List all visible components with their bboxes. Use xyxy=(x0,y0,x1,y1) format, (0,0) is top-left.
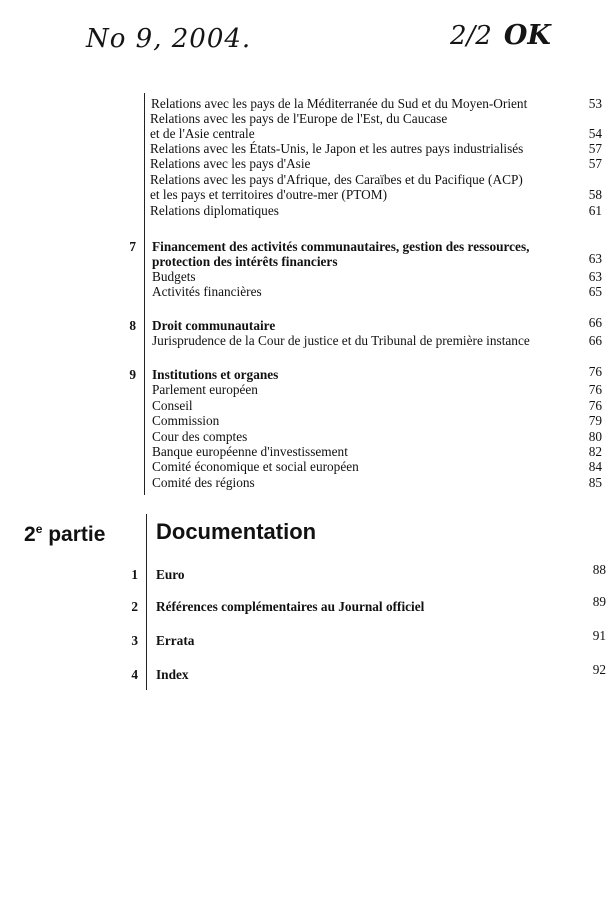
section-title xyxy=(0,239,616,255)
part-ordinal-suffix: e xyxy=(35,522,43,536)
toc-entry-page: 85 xyxy=(588,475,602,490)
toc-entry-text: Banque européenne d'investissement xyxy=(152,444,348,459)
doc-entry-text: Errata xyxy=(156,633,195,648)
section-title xyxy=(0,251,616,270)
toc-entry-page: 79 xyxy=(588,413,602,428)
toc-entry-text: Relations avec les pays de l'Europe de l'Est, du Caucase xyxy=(150,111,448,126)
doc-entry xyxy=(0,594,616,616)
toc-entry-text: Conseil xyxy=(152,398,193,413)
doc-entry-text: Index xyxy=(156,667,189,682)
toc-entry-page: 54 xyxy=(588,126,602,141)
toc-entry-page: 57 xyxy=(588,156,602,171)
toc-entry-page: 80 xyxy=(588,429,602,444)
toc-entry xyxy=(0,284,616,300)
section-number: 8 xyxy=(129,318,136,333)
toc-entry xyxy=(0,111,616,127)
section-number: 9 xyxy=(129,367,136,382)
doc-entry-page: 92 xyxy=(592,662,606,677)
section-title-line1: Financement des activités communautaires, gestion des ressources, xyxy=(152,239,530,254)
handwritten-fraction: 2/2 xyxy=(450,21,492,51)
toc-entry-text: Relations avec les pays d'Asie xyxy=(150,156,311,171)
toc-entry xyxy=(0,382,616,398)
part-label xyxy=(24,522,105,547)
toc-entry-page: 63 xyxy=(588,269,602,284)
toc-entry xyxy=(0,203,616,219)
section-number: 7 xyxy=(129,239,136,254)
toc-entry-text: Relations avec les pays d'Afrique, des Caraïbes et du Pacifique (ACP) xyxy=(150,172,523,187)
toc-entry xyxy=(0,172,616,188)
toc-entry-text: Relations diplomatiques xyxy=(150,203,279,218)
toc-entry-text: Jurisprudence de la Cour de justice et du Tribunal de première instance xyxy=(152,333,530,348)
toc-entry-text: et les pays et territoires d'outre-mer (PTOM) xyxy=(150,187,387,202)
toc-entry-page: 76 xyxy=(588,398,602,413)
handwritten-ok: OK xyxy=(503,20,551,51)
toc-entry xyxy=(0,413,616,429)
section-title xyxy=(0,315,616,334)
section-title xyxy=(0,364,616,383)
toc-entry xyxy=(0,333,616,349)
doc-entry xyxy=(0,562,616,584)
doc-entry-number: 4 xyxy=(131,667,138,682)
toc-entry-text: Comité des régions xyxy=(152,475,255,490)
handwritten-page-note xyxy=(450,20,551,51)
doc-entry-page: 88 xyxy=(592,562,606,577)
toc-entry-page: 58 xyxy=(588,187,602,202)
toc-entry xyxy=(0,126,616,142)
toc-entry xyxy=(0,429,616,445)
part-title: Documentation xyxy=(156,519,317,544)
toc-entry-page: 84 xyxy=(588,459,602,474)
toc-entry-page: 66 xyxy=(588,333,602,348)
section-title-page: 66 xyxy=(588,315,602,330)
handwritten-issue-note: No 9, 2004. xyxy=(86,24,252,54)
toc-entry xyxy=(0,96,616,112)
toc-entry-text: Relations avec les États-Unis, le Japon et les autres pays industrialisés xyxy=(150,141,524,156)
section-title-text: Institutions et organes xyxy=(152,367,279,382)
toc-entry xyxy=(0,269,616,285)
doc-entry-number: 2 xyxy=(131,599,138,614)
doc-entry-number: 1 xyxy=(131,567,138,582)
section-title-text: Droit communautaire xyxy=(152,318,276,333)
toc-entry-page: 61 xyxy=(588,203,602,218)
section-title-page: 76 xyxy=(588,364,602,379)
toc-entry-text: Relations avec les pays de la Méditerranée du Sud et du Moyen-Orient xyxy=(151,96,528,111)
doc-entry-page: 89 xyxy=(592,594,606,609)
doc-entry xyxy=(0,662,616,684)
toc-entry xyxy=(0,398,616,414)
toc-entry-text: Activités financières xyxy=(152,284,262,299)
toc-entry-text: Parlement européen xyxy=(152,382,258,397)
section-title-line2: protection des intérêts financiers xyxy=(152,254,338,269)
doc-entry-number: 3 xyxy=(131,633,138,648)
doc-entry xyxy=(0,628,616,650)
toc-entry-text: Commission xyxy=(152,413,220,428)
toc-entry-page: 57 xyxy=(588,141,602,156)
toc-entry xyxy=(0,444,616,460)
toc-entry-text: Budgets xyxy=(152,269,196,284)
toc-entry xyxy=(0,475,616,491)
toc-entry xyxy=(0,187,616,203)
toc-entry-page: 76 xyxy=(588,382,602,397)
toc-entry xyxy=(0,156,616,172)
part-word: partie xyxy=(48,523,106,546)
doc-entry-page: 91 xyxy=(592,628,606,643)
doc-entry-text: Références complémentaires au Journal officiel xyxy=(156,599,425,614)
toc-entry-text: Comité économique et social européen xyxy=(152,459,359,474)
doc-entry-text: Euro xyxy=(156,567,185,582)
toc-entry xyxy=(0,459,616,475)
part-number: 2 xyxy=(24,523,36,546)
section-title-page: 63 xyxy=(588,251,602,266)
toc-entry-page: 53 xyxy=(588,96,602,111)
toc-entry-text: Cour des comptes xyxy=(152,429,248,444)
toc-entry-page: 65 xyxy=(588,284,602,299)
toc-entry-page: 82 xyxy=(588,444,602,459)
toc-entry-text: et de l'Asie centrale xyxy=(150,126,255,141)
toc-entry xyxy=(0,141,616,157)
